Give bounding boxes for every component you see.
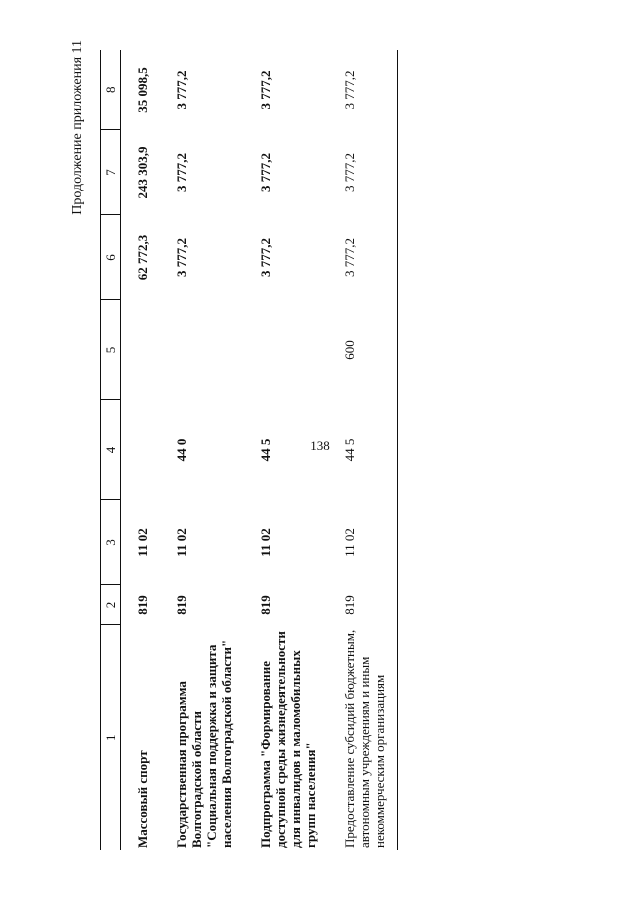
- cell: 44 0: [174, 438, 189, 462]
- column-header: 4: [101, 400, 121, 500]
- row-name: Предоставление субсидий бюджетным, автономным учреждениям и иным некоммерческим организациям: [328, 625, 398, 850]
- cell: 600: [328, 300, 398, 400]
- budget-table: [100, 50, 398, 850]
- column-header: 2: [101, 585, 121, 625]
- page-number: 138: [310, 438, 330, 453]
- cell: 11 02: [135, 528, 150, 557]
- cell: 3 777,2: [258, 238, 273, 277]
- column-header: 1: [101, 625, 121, 850]
- cell: 3 777,2: [258, 70, 273, 110]
- column-header: 3: [101, 500, 121, 585]
- cell: 62 772,3: [135, 234, 150, 281]
- table-row: [328, 50, 398, 850]
- cell: 11 02: [174, 528, 189, 557]
- cell: 3 777,2: [174, 238, 189, 277]
- cell: 3 777,2: [328, 50, 398, 130]
- cell: 819: [258, 595, 273, 615]
- cell: 819: [174, 595, 189, 615]
- table-row: [121, 50, 161, 850]
- table-row: [160, 50, 244, 850]
- cell: 35 098,5: [135, 67, 150, 113]
- cell: 819: [135, 595, 150, 615]
- column-header: 7: [101, 130, 121, 215]
- row-name: Массовый спорт: [135, 750, 150, 848]
- cell: 11 02: [328, 500, 398, 585]
- cell: 3 777,2: [258, 153, 273, 192]
- cell: 3 777,2: [174, 70, 189, 110]
- cell: 11 02: [258, 528, 273, 557]
- appendix-note: Продолжение приложения 11: [70, 40, 85, 215]
- row-name: Государственная программа Волгоградской области "Социальная поддержка и защита населения Волгоградской области": [174, 639, 234, 848]
- cell: [244, 300, 328, 400]
- cell: 3 777,2: [328, 130, 398, 215]
- cell: [160, 300, 244, 400]
- column-header: 8: [101, 50, 121, 130]
- cell: 44 5: [328, 400, 398, 500]
- table-row: [244, 50, 328, 850]
- table-header-row: [101, 50, 121, 850]
- cell: 44 5: [258, 438, 273, 462]
- cell: 3 777,2: [174, 153, 189, 192]
- cell: [121, 400, 161, 500]
- column-header: 6: [101, 215, 121, 300]
- cell: 3 777,2: [328, 215, 398, 300]
- cell: 243 303,9: [135, 146, 150, 199]
- row-name: Подпрограмма "Формирование доступной среды жизнедеятельности для инвалидов и маломобильных групп населения": [258, 631, 318, 848]
- cell: [121, 300, 161, 400]
- column-header: 5: [101, 300, 121, 400]
- cell: 819: [328, 585, 398, 625]
